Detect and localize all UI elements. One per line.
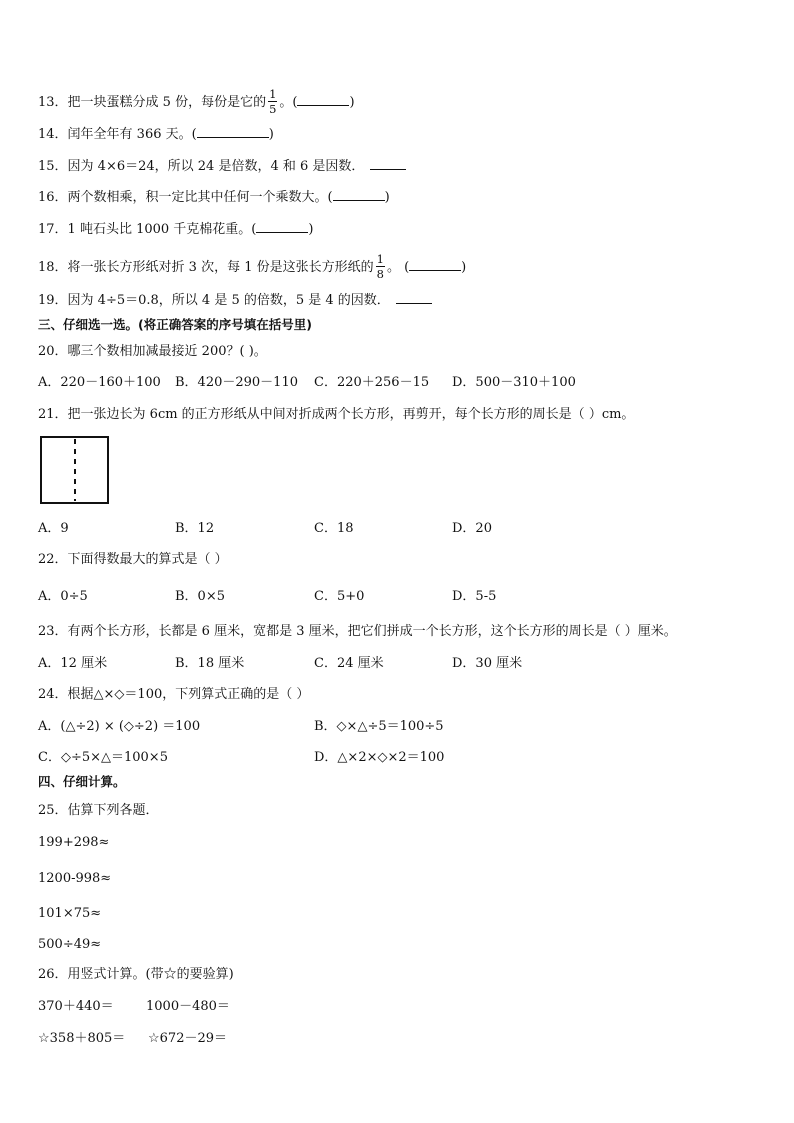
question-15-text: 15．因为 4×6＝24，所以 24 是倍数，4 和 6 是因数． <box>38 159 365 174</box>
question-18: 18．将一张长方形纸对折 3 次，每 1 份是这张长方形纸的 $\frac{1}{8}$ 。 ( ) <box>38 252 467 282</box>
question-22-text: 22．下面得数最大的算式是（ ） <box>38 552 228 567</box>
option-21-b[interactable]: B．12 <box>175 521 215 536</box>
option-24-a[interactable]: A．(△÷2) × (◇÷2) ＝100 <box>38 719 201 734</box>
fraction-1-8: $\frac{1}{8}$ <box>376 252 384 282</box>
option-23-c[interactable]: C．24 厘米 <box>314 656 384 671</box>
option-23-a[interactable]: A．12 厘米 <box>38 656 108 671</box>
vertical-calc-item-1: 370＋440＝ <box>38 999 114 1014</box>
question-26-text: 26．用竖式计算。(带☆的要验算) <box>38 967 234 982</box>
question-21-text: 21．把一张边长为 6cm 的正方形纸从中间对折成两个长方形，再剪开，每个长方形的周长是（ ）cm。 <box>38 407 635 422</box>
question-16-text: 16．两个数相乘，积一定比其中任何一个乘数大。( <box>38 190 333 205</box>
vertical-calc-item-4: ☆672－29＝ <box>148 1031 228 1046</box>
question-17: 17．1 吨石头比 1000 千克棉花重。( ) <box>38 222 314 237</box>
option-21-d[interactable]: D．20 <box>452 521 492 536</box>
question-14-text: 14．闰年全年有 366 天。( <box>38 127 197 142</box>
answer-blank-15[interactable] <box>370 159 406 170</box>
answer-blank-19[interactable] <box>396 293 432 304</box>
option-24-d[interactable]: D．△×2×◇×2＝100 <box>314 750 445 765</box>
option-24-c[interactable]: C．◇÷5×△＝100×5 <box>38 750 168 765</box>
question-20-text: 20．哪三个数相加减最接近 200？( )。 <box>38 344 267 359</box>
estimate-item-2: 1200-998≈ <box>38 871 112 886</box>
option-22-c[interactable]: C．5+0 <box>314 589 365 604</box>
option-20-b[interactable]: B．420－290－110 <box>175 375 298 390</box>
question-13-text: 13．把一块蛋糕分成 5 份，每份是它的 <box>38 95 267 111</box>
question-19 <box>38 293 432 307</box>
question-19-text: 19．因为 4÷5＝0.8，所以 4 是 5 的倍数，5 是 4 的因数． <box>38 293 390 308</box>
answer-blank-13[interactable] <box>297 95 349 106</box>
vertical-calc-item-2: 1000－480＝ <box>146 999 230 1014</box>
question-17-text: 17．1 吨石头比 1000 千克棉花重。( <box>38 222 257 237</box>
option-21-c[interactable]: C．18 <box>314 521 354 536</box>
estimate-item-4: 500÷49≈ <box>38 937 102 952</box>
question-23-text: 23．有两个长方形，长都是 6 厘米，宽都是 3 厘米，把它们拼成一个长方形，这个长方形的周长是（ ）厘米。 <box>38 624 677 639</box>
answer-blank-16[interactable] <box>333 190 385 201</box>
option-22-d[interactable]: D．5-5 <box>452 589 497 604</box>
folded-square-figure <box>38 435 110 505</box>
option-22-b[interactable]: B．0×5 <box>175 589 225 604</box>
vertical-calc-item-3: ☆358＋805＝ <box>38 1031 126 1046</box>
question-18-text: 18．将一张长方形纸对折 3 次，每 1 份是这张长方形纸的 <box>38 260 374 276</box>
question-14: 14．闰年全年有 366 天。( ) <box>38 127 274 142</box>
question-13: 13．把一块蛋糕分成 5 份，每份是它的 $\frac{1}{5}$ 。( ) <box>38 87 355 117</box>
option-20-a[interactable]: A．220－160＋100 <box>38 375 161 390</box>
estimate-item-1: 199+298≈ <box>38 835 110 850</box>
answer-blank-14[interactable] <box>197 127 269 138</box>
answer-blank-17[interactable] <box>256 222 308 233</box>
question-15 <box>38 159 406 173</box>
fraction-1-5: $\frac{1}{5}$ <box>269 87 277 117</box>
estimate-item-3: 101×75≈ <box>38 906 102 921</box>
question-24-text: 24．根据△×◇＝100，下列算式正确的是（ ） <box>38 687 310 702</box>
section-3-heading: 三、仔细选一选。(将正确答案的序号填在括号里) <box>38 317 312 332</box>
option-20-c[interactable]: C．220＋256－15 <box>314 375 430 390</box>
option-21-a[interactable]: A．9 <box>38 521 69 536</box>
option-24-b[interactable]: B．◇×△÷5＝100÷5 <box>314 719 444 734</box>
option-23-d[interactable]: D．30 厘米 <box>452 656 523 671</box>
option-20-d[interactable]: D．500－310＋100 <box>452 375 576 390</box>
section-4-heading: 四、仔细计算。 <box>38 774 126 789</box>
question-25-text: 25．估算下列各题． <box>38 803 159 818</box>
option-23-b[interactable]: B．18 厘米 <box>175 656 245 671</box>
question-16: 16．两个数相乘，积一定比其中任何一个乘数大。( ) <box>38 190 390 205</box>
option-22-a[interactable]: A．0÷5 <box>38 589 88 604</box>
answer-blank-18[interactable] <box>409 260 461 271</box>
